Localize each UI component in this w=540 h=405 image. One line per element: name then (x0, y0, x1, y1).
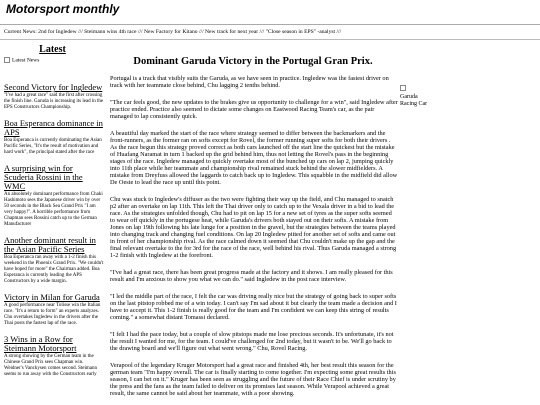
news-item-title[interactable]: Victory in Milan for Garuda (4, 292, 100, 303)
news-item-summary: A strong showing by the German team in the Chinese Grand Prix sees Chapman win. Weidner's Vanckysen comes second. Steimann seems to run away with the Constructors early (4, 354, 98, 378)
news-item-title[interactable]: Second Victory for Ingledew (4, 82, 103, 93)
article-paragraph: "The car feels good, the new updates to the brakes give us opportunity to challenge for a win", said Ingledew after practice ended. Practice also seemed to dictate some changes on Eastwood Racing Team's car, as the pair managed to lap consistently quick. (110, 99, 398, 120)
article-paragraph: "I've had a great race, there has been great progress made at the factory and it shows. I am really pleased for this result and I'm anxious to show you what we can do." said Ingledew in the post race interview. (110, 269, 393, 283)
news-item (4, 335, 104, 378)
article-paragraph: "I felt I had the pace today, but a couple of slow pitstops made me lose precious seconds. It's unfortunate, it's not the result I wanted for me, for the team. I could've challenged for 2nd today, but it wasn't to be. We'll go back to the drawing board and we'll figure out what went wrong." Chu, Rovel Racing. (110, 331, 394, 352)
news-item (4, 236, 104, 285)
article-paragraph: A beautiful day marked the start of the race where strategy seemed to differ between the backmarkers and the front-runners, as the former ran on softs except for Rovel, the former running super softs for both their drivers . As the race begun this strategy proved correct as both cars launched off the start line the quickest but the mistake of Huafang Naramat in turn 1 backed up the grid behind him, thus not letting the Rovel's pass in the beginning stages of the race. Ingledew managed to quickly overtake most of the bunched up cars on lap 2, jumping quickly into 11th place while her teammate and championship rival remained stuck behind the slower midfielders. A mistake from Dreyfuss allowed the laggards to catch back up to Ingledew. This squabble in the midfield did allow De Oeste to lead the race up until this point. (110, 130, 398, 186)
article-paragraph: Portugal is a track that visibly suits the Garuda, as we have seen in practice. Ingledew was the fastest driver on track with her teammate close behind, Chu lagging 2 tenths behind. (110, 75, 389, 89)
latest-news-image (4, 57, 105, 63)
site-title[interactable]: Motorsport monthly (6, 2, 120, 16)
image-alt-text: Garuda Racing Car (400, 94, 428, 107)
news-item (4, 119, 104, 156)
article-paragraph: Chu was stuck to Ingledew's diffuser as the two were fighting their way up the field, and Chu managed to snatch p2 after an overtake on lap 11th. This left the Thai driver only to catch up to the Vexala driver in a bid to lead the race. As the strategies unfolded though, Chu had to pit on lap 15 for a new set of tyres as the super softs seemed to wear off quickly in the portugese heat, while Garuda's drivers both stayed out on their softs. A mistake from Jones on lap 19th following his late lunge for a position in the gravel, but the strategies between the teams played into changing track and changing fuel conditions. On lap 20 Ingledew pitted for another set of softs and came out in front of her championship rival. As the race calmed down it seemed that Chu couldn't make up the gap and the final relevant overtake to the for 3rd for the race of the race, well behind his rival. Thus Garuda managed a strong 1-2 finish with Ingledew at the forefront. (110, 196, 397, 259)
article-title: Dominant Garuda Victory in the Portugal Gran Prix. (133, 56, 373, 67)
article (108, 42, 398, 405)
news-item (4, 293, 104, 327)
image-alt-text: Latest News (12, 57, 40, 64)
site-header (0, 0, 540, 25)
news-item-summary: Boa Esperanca is currently dominating the Asian Pacific Series, "It's the result of motivation and hard work", the principal stated after the race (4, 138, 102, 156)
article-side-image (400, 85, 430, 108)
news-item-title[interactable]: 3 Wins in a Row for Steimann Motorsport (4, 334, 77, 354)
article-paragraph: Verapool of the legendary Kruger Motorsport had a great race and finished 4th, her best result this season for the german team "I'm happy overall. The car is finally starting to come together. I'm expecting some great results this season, I can bet on it." Kruger has been seen as struggling and the future of their Race Chief is under scrutiny by the press and the fans as the team failed to deliver on its promises last season. While Verapool achieved a great result, the same cannot be said about her teammate, with a poor showing. (110, 362, 396, 397)
news-item (4, 164, 104, 228)
news-item-title[interactable]: Another dominant result in the Asian Pacific Series (4, 235, 96, 255)
news-item-title[interactable]: Boa Esperanca dominance in APS (4, 118, 103, 138)
news-ticker: Current News: 2nd for Ingledew /// Steimann wins 4th race /// New Factory for Kitano /// New track for next year /// "Close season in EPS" -analyst /// (0, 25, 540, 40)
news-item-summary: An absolutely dominant performance from Chaki Hashimoto sees the Japanese driver win by over 50 seconds in the Black Sea Grand Prix "I am very happy!". A horrible performance from Chapman sees Rossini catch up to the German Manufacturer (4, 192, 103, 228)
latest-heading[interactable]: Latest (39, 44, 66, 55)
broken-image-icon (4, 57, 10, 63)
article-paragraph: "I led the middle part of the race, I felt the car was driving really nice but the strategy of going back to super softs on the last pitstop robbed me of a win today. I can't say I'm sad about it but clearly the team made a decision and I have to accept it. This 1-2 finish is really good for the team and I'm confident we can keep this string of results coming." a somewhat distant Tomassi declared. (110, 293, 397, 321)
news-item (4, 83, 104, 111)
broken-image-icon (400, 85, 406, 91)
latest-news-sidebar (0, 42, 105, 405)
news-item-summary: A good performance near Tolisse win the Italian race. "It's a return to form" an experts analyzes. Chu overtakes Ingledew in the drivers after the Thai posts the fastest lap of the race. (4, 303, 101, 327)
news-item-summary: "I've had a great race" said the first after crossing the finish line. Garuda is increasing its lead in the EPS Constructors Championship. (4, 93, 104, 111)
news-item-summary: Boa Esperanca ran away with a 1-2 finish this weekend in the Phoenix Grand Prix. "We couldn't have hoped for more" the Chairman added. Boa Esperanca is currently leading the APS Constructors by a wide margin. (4, 255, 104, 285)
news-item-title[interactable]: A surprising win for Scuderia Rossini in the WMC (4, 163, 83, 192)
